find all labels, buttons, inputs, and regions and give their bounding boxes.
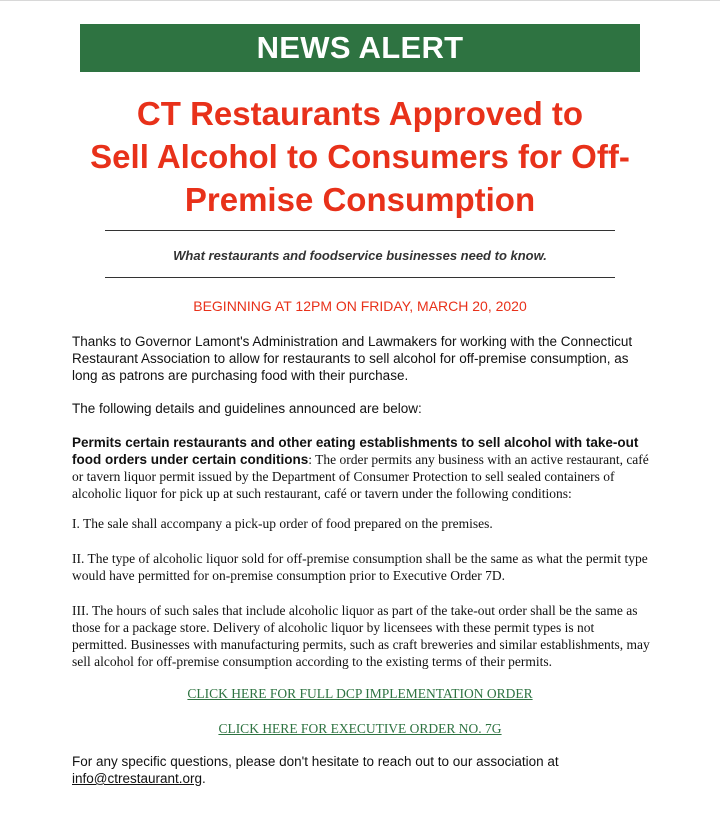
- subtitle: What restaurants and foodservice businesses need to know.: [173, 248, 547, 263]
- permits-heading: Permits certain restaurants and other eating establishments to sell alcohol with take-out food orders under certain conditions: [72, 435, 639, 467]
- dcp-order-link[interactable]: CLICK HERE FOR FULL DCP IMPLEMENTATION ORDER: [187, 686, 533, 701]
- headline: [40, 92, 680, 221]
- contact-paragraph: [72, 753, 652, 787]
- headline-line-2: Sell Alcohol to Consumers for Off-: [90, 138, 630, 175]
- contact-suffix: .: [202, 771, 206, 786]
- top-border: [0, 0, 720, 1]
- divider-top: [105, 230, 615, 231]
- news-alert-banner: NEWS ALERT: [80, 24, 640, 72]
- effective-date: BEGINNING AT 12PM ON FRIDAY, MARCH 20, 2020: [193, 298, 527, 314]
- details-intro: The following details and guidelines announced are below:: [72, 401, 422, 416]
- permits-paragraph: [72, 434, 652, 502]
- condition-3: III. The hours of such sales that include alcoholic liquor as part of the take-out order shall be the same as those for a package store. Delivery of alcoholic liquor by licensees with these permit types is not permitted. Businesses with manufacturing permits, such as craft breweries and similar establishments, may sell alcohol for off-premise consumption according to the existing terms of their permits.: [72, 603, 650, 669]
- intro-paragraph: Thanks to Governor Lamont's Administration and Lawmakers for working with the Connecticut Restaurant Association to allow for restaurants to sell alcohol for off-premise consumption, as long as patrons are purchasing food with their purchase.: [72, 334, 633, 383]
- condition-2: II. The type of alcoholic liquor sold for off-premise consumption shall be the same as what the permit type would have permitted for on-premise consumption prior to Executive Order 7D.: [72, 551, 648, 583]
- permits-body: : The order permits any business with an active restaurant, café or tavern liquor permit issued by the Department of Consumer Protection to sell sealed containers of alcoholic liquor for pick up at such restaurant, café or tavern under the following conditions:: [72, 452, 649, 501]
- divider-bottom: [105, 277, 615, 278]
- executive-order-link[interactable]: CLICK HERE FOR EXECUTIVE ORDER NO. 7G: [218, 721, 502, 736]
- contact-text: For any specific questions, please don't hesitate to reach out to our association at: [72, 754, 559, 769]
- condition-1: I. The sale shall accompany a pick-up order of food prepared on the premises.: [72, 516, 493, 531]
- headline-line-1: CT Restaurants Approved to: [136, 95, 584, 132]
- contact-email-link[interactable]: info@ctrestaurant.org: [72, 771, 203, 786]
- headline-line-3: Premise Consumption: [184, 181, 536, 218]
